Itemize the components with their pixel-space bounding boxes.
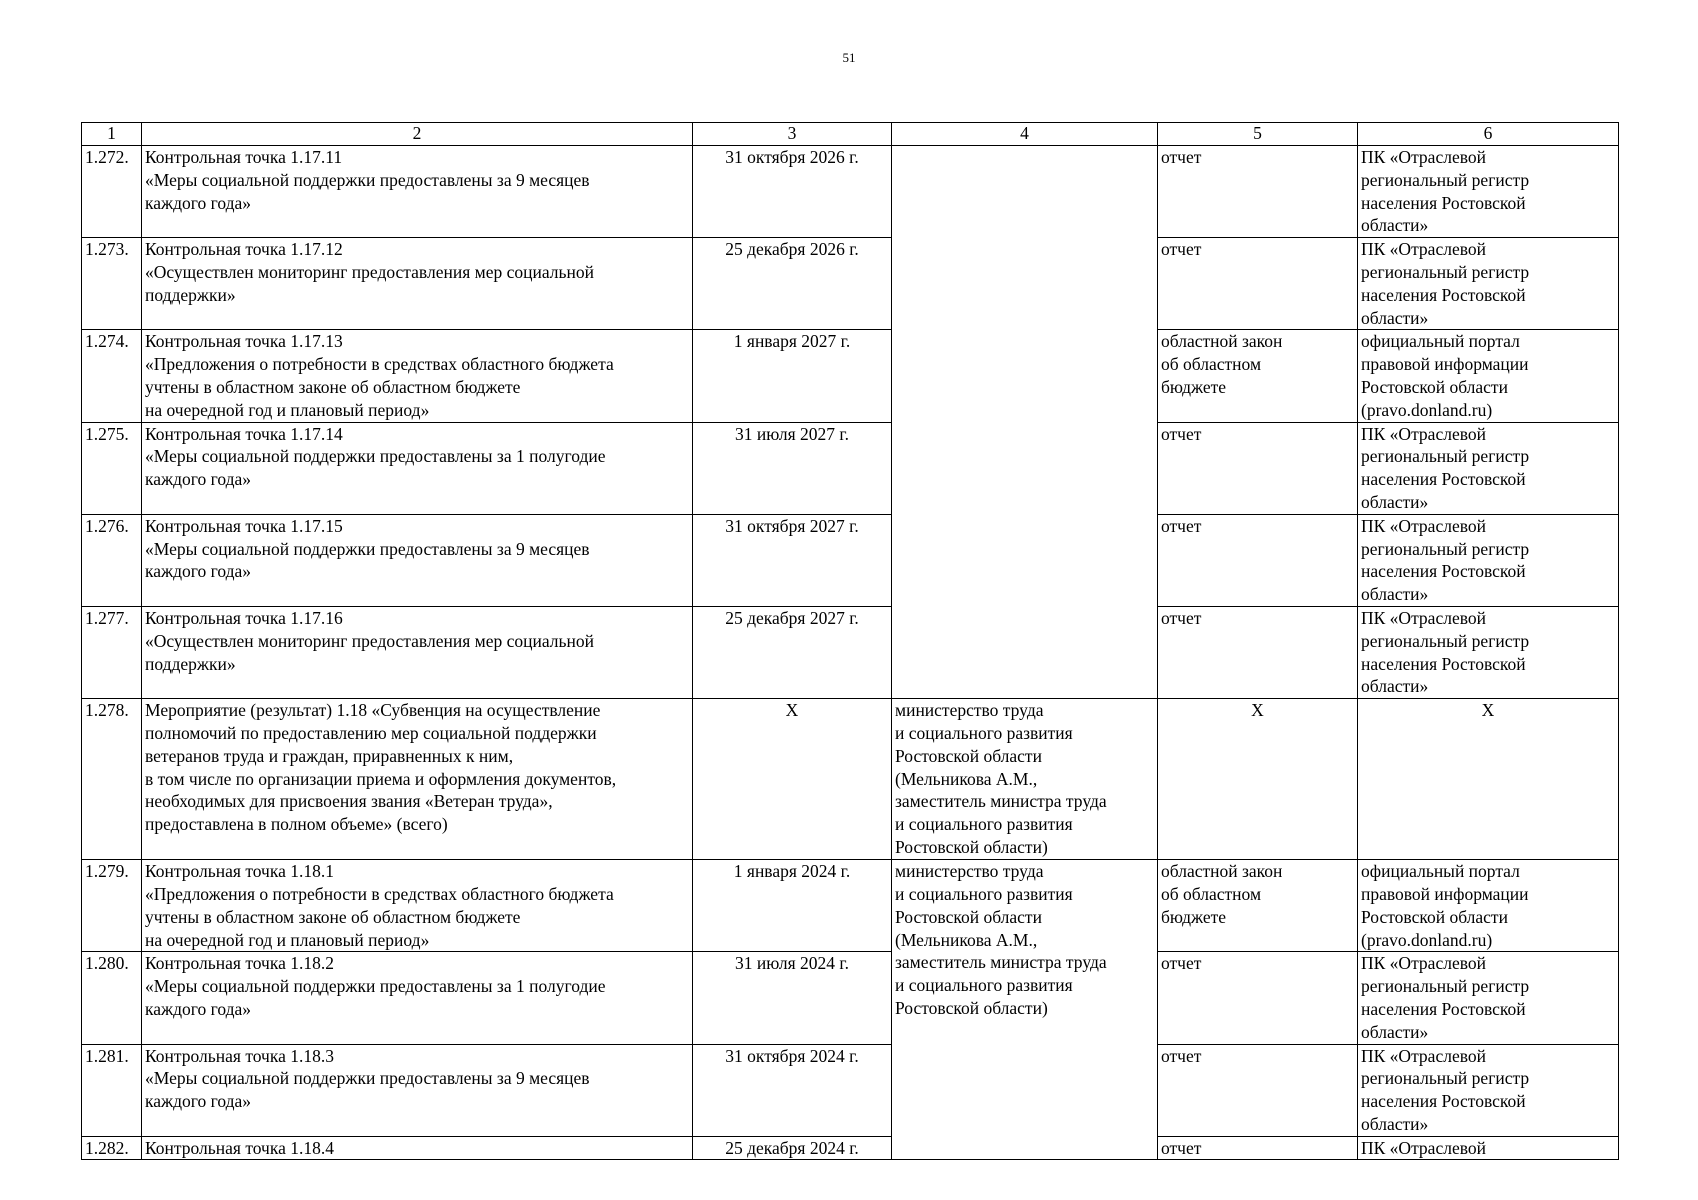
row-date: 1 января 2027 г. bbox=[693, 330, 892, 422]
row-date: 25 декабря 2024 г. bbox=[693, 1136, 892, 1160]
row-description bbox=[142, 146, 693, 238]
row-number: 1.276. bbox=[82, 514, 142, 606]
row-description bbox=[142, 699, 693, 860]
row-description-line: Контрольная точка 1.17.16 bbox=[145, 607, 343, 628]
row-responsible bbox=[892, 860, 1158, 1160]
row-description-line: необходимых для присвоения звания «Ветеран труда», bbox=[145, 791, 553, 812]
table-row bbox=[82, 146, 1619, 238]
row-date: 25 декабря 2026 г. bbox=[693, 238, 892, 330]
row-number: 1.277. bbox=[82, 606, 142, 698]
row-date: 25 декабря 2027 г. bbox=[693, 606, 892, 698]
row-source-line: региональный регистр bbox=[1361, 169, 1530, 190]
row-description-line: Контрольная точка 1.17.14 bbox=[145, 423, 343, 444]
row-info-source bbox=[1358, 146, 1619, 238]
row-date: 31 июля 2024 г. bbox=[693, 952, 892, 1044]
row-document-line: об областном bbox=[1161, 354, 1262, 375]
row-description-line: Контрольная точка 1.17.11 bbox=[145, 147, 343, 167]
row-responsible-line: и социального развития bbox=[895, 883, 1073, 904]
row-number: 1.275. bbox=[82, 422, 142, 514]
row-info-source bbox=[1358, 606, 1619, 698]
row-description-line: учтены в областном законе об областном бюджете bbox=[145, 906, 521, 927]
row-document bbox=[1158, 330, 1358, 422]
row-date: 31 октября 2027 г. bbox=[693, 514, 892, 606]
row-source-line: региональный регистр bbox=[1361, 1068, 1530, 1089]
row-info-source bbox=[1358, 699, 1619, 860]
plan-table bbox=[81, 122, 1619, 1160]
table-row bbox=[82, 952, 1619, 1044]
header-col-4: 4 bbox=[892, 123, 1158, 146]
row-description bbox=[142, 1136, 693, 1160]
row-description-line: «Меры социальной поддержки предоставлены за 9 месяцев bbox=[145, 538, 590, 559]
row-document bbox=[1158, 699, 1358, 860]
row-date: 1 января 2024 г. bbox=[693, 860, 892, 952]
row-document bbox=[1158, 606, 1358, 698]
row-responsible-line: и социального развития bbox=[895, 814, 1073, 835]
row-source-line: ПК «Отраслевой bbox=[1361, 239, 1486, 260]
row-responsible-line: министерство труда bbox=[895, 700, 1044, 721]
row-source-line: области» bbox=[1361, 215, 1429, 236]
row-document bbox=[1158, 1136, 1358, 1160]
row-description-line: учтены в областном законе об областном бюджете bbox=[145, 376, 521, 397]
row-source-line: региональный регистр bbox=[1361, 630, 1530, 651]
row-description-line: поддержки» bbox=[145, 653, 236, 674]
table-row bbox=[82, 422, 1619, 514]
row-info-source bbox=[1358, 330, 1619, 422]
row-document bbox=[1158, 860, 1358, 952]
header-col-6: 6 bbox=[1358, 123, 1619, 146]
row-description bbox=[142, 1044, 693, 1136]
row-document-line: областной закон bbox=[1161, 861, 1283, 882]
row-description-line: каждого года» bbox=[145, 1091, 252, 1112]
row-date: 31 июля 2027 г. bbox=[693, 422, 892, 514]
row-info-source bbox=[1358, 1136, 1619, 1160]
row-responsible-line: Ростовской области) bbox=[895, 836, 1048, 857]
row-document-line: отчет bbox=[1161, 239, 1202, 260]
row-source-line: ПК «Отраслевой bbox=[1361, 607, 1486, 628]
row-source-line: области» bbox=[1361, 676, 1429, 697]
row-source-line: населения Ростовской bbox=[1361, 469, 1526, 490]
row-source-line: населения Ростовской bbox=[1361, 998, 1526, 1019]
row-description-line: каждого года» bbox=[145, 469, 252, 490]
row-source-line: Ростовской области bbox=[1361, 376, 1508, 397]
row-description-line: «Меры социальной поддержки предоставлены за 9 месяцев bbox=[145, 169, 590, 190]
row-source-line: ПК «Отраслевой bbox=[1361, 515, 1486, 536]
row-info-source bbox=[1358, 238, 1619, 330]
row-description-line: Контрольная точка 1.18.2 bbox=[145, 953, 334, 974]
row-responsible-line: Ростовской области bbox=[895, 906, 1042, 927]
row-source-line: (pravo.donland.ru) bbox=[1361, 399, 1493, 420]
row-number: 1.273. bbox=[82, 238, 142, 330]
row-info-source bbox=[1358, 1044, 1619, 1136]
row-source-line: ПК «Отраслевой bbox=[1361, 423, 1486, 444]
row-source-line: ПК «Отраслевой bbox=[1361, 1137, 1486, 1158]
row-description-line: предоставлена в полном объеме» (всего) bbox=[145, 814, 448, 835]
row-description-line: каждого года» bbox=[145, 561, 252, 582]
table-row bbox=[82, 606, 1619, 698]
row-description-line: Контрольная точка 1.17.13 bbox=[145, 331, 343, 352]
header-col-1: 1 bbox=[82, 123, 142, 146]
row-description bbox=[142, 860, 693, 952]
row-description-line: «Осуществлен мониторинг предоставления мер социальной bbox=[145, 630, 594, 651]
row-document-line: отчет bbox=[1161, 147, 1202, 167]
row-document-line: отчет bbox=[1161, 1137, 1202, 1158]
row-date: Х bbox=[693, 699, 892, 860]
row-source-line: региональный регистр bbox=[1361, 446, 1530, 467]
row-description bbox=[142, 952, 693, 1044]
row-description-line: Контрольная точка 1.18.4 bbox=[145, 1137, 334, 1158]
row-description-line: каждого года» bbox=[145, 998, 252, 1019]
row-responsible-line: (Мельникова А.М., bbox=[895, 768, 1038, 789]
table-row bbox=[82, 514, 1619, 606]
row-number: 1.279. bbox=[82, 860, 142, 952]
row-description-line: Мероприятие (результат) 1.18 «Субвенция на осуществление bbox=[145, 700, 601, 721]
row-number: 1.280. bbox=[82, 952, 142, 1044]
row-source-line: региональный регистр bbox=[1361, 538, 1530, 559]
row-description-line: «Предложения о потребности в средствах областного бюджета bbox=[145, 883, 614, 904]
row-source-line: области» bbox=[1361, 1021, 1429, 1042]
row-source-line: официальный портал bbox=[1361, 331, 1520, 352]
row-document-line: отчет bbox=[1161, 1045, 1202, 1066]
row-source-line: области» bbox=[1361, 1113, 1429, 1134]
row-source-line: области» bbox=[1361, 584, 1429, 605]
row-document-line: бюджете bbox=[1161, 376, 1227, 397]
row-source-line: правовой информации bbox=[1361, 354, 1529, 375]
table-row bbox=[82, 1136, 1619, 1160]
row-responsible-line: заместитель министра труда bbox=[895, 791, 1107, 812]
row-document-line: отчет bbox=[1161, 607, 1202, 628]
row-description-line: «Предложения о потребности в средствах областного бюджета bbox=[145, 354, 614, 375]
row-responsible-line: министерство труда bbox=[895, 861, 1044, 882]
row-description-line: «Меры социальной поддержки предоставлены за 1 полугодие bbox=[145, 446, 606, 467]
row-responsible-empty bbox=[892, 146, 1158, 699]
header-col-2: 2 bbox=[142, 123, 693, 146]
row-description-line: Контрольная точка 1.17.12 bbox=[145, 239, 343, 260]
row-document-line: отчет bbox=[1161, 953, 1202, 974]
row-document-line: Х bbox=[1251, 700, 1264, 721]
row-source-line: населения Ростовской bbox=[1361, 1091, 1526, 1112]
row-responsible-line: Ростовской области bbox=[895, 745, 1042, 766]
row-responsible-line: Ростовской области) bbox=[895, 997, 1048, 1018]
table-row bbox=[82, 860, 1619, 952]
row-responsible-line: (Мельникова А.М., bbox=[895, 929, 1038, 950]
row-source-line: населения Ростовской bbox=[1361, 192, 1526, 213]
row-description bbox=[142, 330, 693, 422]
row-source-line: региональный регистр bbox=[1361, 261, 1530, 282]
row-info-source bbox=[1358, 514, 1619, 606]
row-description-line: ветеранов труда и граждан, приравненных к ним, bbox=[145, 745, 514, 766]
row-description bbox=[142, 514, 693, 606]
row-description-line: в том числе по организации приема и оформления документов, bbox=[145, 768, 617, 789]
row-info-source bbox=[1358, 860, 1619, 952]
row-description bbox=[142, 606, 693, 698]
row-source-line: ПК «Отраслевой bbox=[1361, 953, 1486, 974]
row-document-line: областной закон bbox=[1161, 331, 1283, 352]
row-source-line: ПК «Отраслевой bbox=[1361, 147, 1486, 167]
row-document bbox=[1158, 1044, 1358, 1136]
row-source-line: населения Ростовской bbox=[1361, 653, 1526, 674]
table-row bbox=[82, 330, 1619, 422]
row-source-line: области» bbox=[1361, 491, 1429, 512]
row-source-line: Ростовской области bbox=[1361, 906, 1508, 927]
header-col-3: 3 bbox=[693, 123, 892, 146]
page-number: 51 bbox=[842, 50, 856, 65]
row-date: 31 октября 2026 г. bbox=[693, 146, 892, 238]
row-source-line: региональный регистр bbox=[1361, 976, 1530, 997]
row-source-line: правовой информации bbox=[1361, 883, 1529, 904]
row-responsible-line: и социального развития bbox=[895, 722, 1073, 743]
row-source-line: (pravo.donland.ru) bbox=[1361, 929, 1493, 950]
row-source-line: Х bbox=[1481, 700, 1495, 721]
row-description-line: на очередной год и плановый период» bbox=[145, 399, 430, 420]
row-document-line: отчет bbox=[1161, 423, 1202, 444]
row-number: 1.278. bbox=[82, 699, 142, 860]
row-source-line: населения Ростовской bbox=[1361, 284, 1526, 305]
table-row bbox=[82, 238, 1619, 330]
row-description bbox=[142, 238, 693, 330]
row-description-line: «Осуществлен мониторинг предоставления мер социальной bbox=[145, 261, 594, 282]
row-document bbox=[1158, 514, 1358, 606]
row-source-line: официальный портал bbox=[1361, 861, 1520, 882]
row-description-line: Контрольная точка 1.18.3 bbox=[145, 1045, 334, 1066]
row-number: 1.272. bbox=[82, 146, 142, 238]
row-document-line: об областном bbox=[1161, 883, 1262, 904]
table-row bbox=[82, 1044, 1619, 1136]
row-source-line: ПК «Отраслевой bbox=[1361, 1045, 1486, 1066]
row-description-line: Контрольная точка 1.17.15 bbox=[145, 515, 343, 536]
row-document bbox=[1158, 238, 1358, 330]
row-number: 1.281. bbox=[82, 1044, 142, 1136]
table-row bbox=[82, 699, 1619, 860]
row-description-line: каждого года» bbox=[145, 192, 252, 213]
header-row bbox=[82, 123, 1619, 146]
row-description bbox=[142, 422, 693, 514]
row-description-line: «Меры социальной поддержки предоставлены за 1 полугодие bbox=[145, 976, 606, 997]
row-number: 1.274. bbox=[82, 330, 142, 422]
row-document bbox=[1158, 422, 1358, 514]
row-description-line: Контрольная точка 1.18.1 bbox=[145, 861, 334, 882]
row-document bbox=[1158, 952, 1358, 1044]
row-description-line: «Меры социальной поддержки предоставлены за 9 месяцев bbox=[145, 1068, 590, 1089]
row-description-line: на очередной год и плановый период» bbox=[145, 929, 430, 950]
row-responsible bbox=[892, 699, 1158, 860]
header-col-5: 5 bbox=[1158, 123, 1358, 146]
row-description-line: поддержки» bbox=[145, 284, 236, 305]
row-document-line: бюджете bbox=[1161, 906, 1227, 927]
row-description-line: полномочий по предоставлению мер социальной поддержки bbox=[145, 722, 597, 743]
row-responsible-line: заместитель министра труда bbox=[895, 952, 1107, 973]
row-responsible-line: и социального развития bbox=[895, 975, 1073, 996]
row-info-source bbox=[1358, 952, 1619, 1044]
row-number: 1.282. bbox=[82, 1136, 142, 1160]
row-info-source bbox=[1358, 422, 1619, 514]
row-source-line: области» bbox=[1361, 307, 1429, 328]
row-date: 31 октября 2024 г. bbox=[693, 1044, 892, 1136]
row-document bbox=[1158, 146, 1358, 238]
row-source-line: населения Ростовской bbox=[1361, 561, 1526, 582]
row-document-line: отчет bbox=[1161, 515, 1202, 536]
